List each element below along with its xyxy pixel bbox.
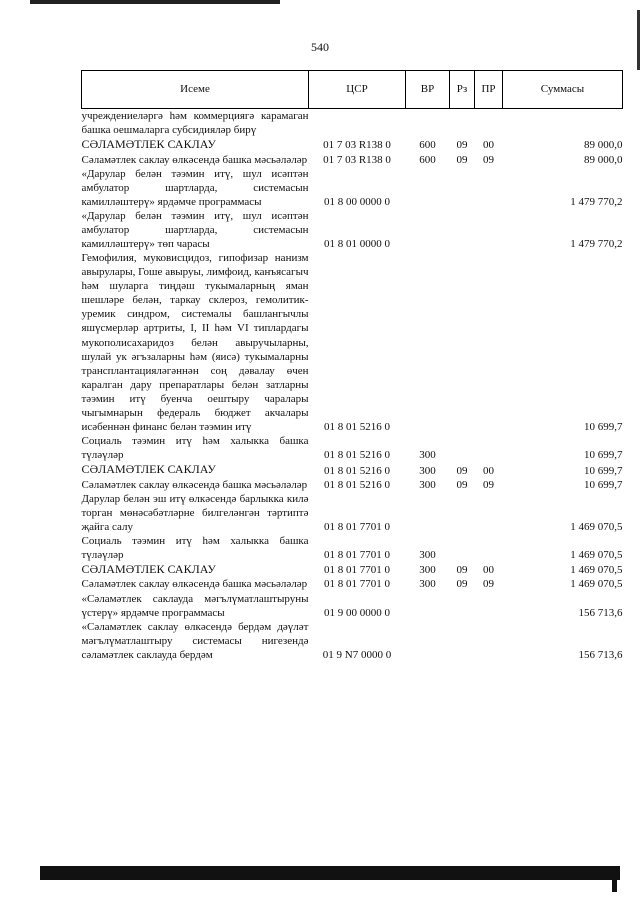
cell-pr [475, 534, 503, 562]
table-row [82, 577, 623, 591]
cell-sum: 1 469 070,5 [570, 564, 623, 577]
table-row [82, 492, 623, 534]
cell-csr: 01 8 01 5216 0 [324, 449, 390, 462]
cell-name: Социаль тәэмин итү һәм халыкка башка түләүләр [81, 435, 309, 462]
budget-table [81, 70, 623, 662]
page-number: 540 [311, 40, 329, 54]
table-row [82, 462, 623, 477]
cell-csr: 01 8 01 5216 0 [324, 478, 390, 491]
cell-vr [406, 251, 450, 434]
cell-sum: 89 000,0 [584, 139, 623, 152]
cell-pr [475, 209, 503, 251]
cell-vr [406, 492, 450, 534]
cell-pr [475, 492, 503, 534]
cell-rz [450, 109, 475, 138]
cell-rz: 09 [456, 564, 468, 577]
cell-rz [450, 209, 475, 251]
cell-sum: 1 479 770,2 [570, 195, 623, 208]
header-csr: ЦСР [309, 71, 406, 109]
table-row [82, 534, 623, 562]
cell-sum: 1 479 770,2 [570, 237, 623, 250]
cell-pr: 09 [483, 578, 494, 591]
table-row [82, 592, 623, 620]
cell-name: Дарулар белән эш итү өлкәсендә барлыкка килә торган мөнәсәбәтләрне билгеләнгән тәртиптә җайга салу [81, 492, 309, 533]
cell-sum: 89 000,0 [584, 153, 623, 166]
cell-rz [450, 167, 475, 209]
cell-csr [309, 109, 406, 138]
cell-pr [475, 167, 503, 209]
cell-csr: 01 9 00 0000 0 [324, 606, 390, 619]
cell-csr: 01 8 01 5216 0 [324, 464, 390, 477]
table-header-row [82, 71, 623, 109]
cell-rz [450, 492, 475, 534]
cell-vr: 300 [419, 464, 436, 477]
scan-edge-top [30, 0, 280, 4]
table-row [82, 153, 623, 167]
cell-rz: 09 [456, 139, 468, 152]
cell-name: «Сәламәтлек саклауда мәгълүматлаштыруны үстерү» ярдәмче программасы [81, 592, 309, 619]
table-row [82, 137, 623, 152]
cell-vr [406, 209, 450, 251]
cell-name: Сәламәтлек саклау өлкәсендә башка мәсьәләләр [81, 153, 308, 166]
cell-rz [450, 592, 475, 620]
header-pr: ПР [475, 71, 503, 109]
cell-name: Гемофилия, муковисцидоз, гипофизар нанизм авырулары, Гоше авыруы, лимфоид, канъясагыч һәм шуларга тиңдәш тукымаларның яман шешләре белән, таркау склероз, гемолитик-уремик синдром, системалы башлангычлы яшүсмерләр артриты, I, II һәм VI типлардагы мукополисахаридоз белән авыручыларны, шулай ук әгъзаларны һәм (яисә) тукымаларны трансплантацияләгәннән соң дәвалау өчен каралган дару препаратлары белән затларны тәэмин итү буенча оештыру чаралары чыгымнарын федераль бюджет акчалары исәбеннән финанс белән тәэмин итү [81, 252, 309, 433]
cell-vr: 300 [419, 449, 436, 462]
cell-csr: 01 7 03 R138 0 [323, 139, 391, 152]
cell-rz [450, 534, 475, 562]
cell-vr: 600 [419, 153, 436, 166]
cell-rz: 09 [456, 578, 468, 591]
cell-sum: 1 469 070,5 [570, 520, 623, 533]
table-row [82, 209, 623, 251]
cell-pr [475, 592, 503, 620]
cell-sum: 1 469 070,5 [570, 578, 623, 591]
cell-pr: 00 [483, 564, 494, 577]
cell-csr: 01 8 01 7701 0 [324, 520, 390, 533]
cell-vr: 300 [419, 478, 436, 491]
cell-pr: 09 [483, 478, 494, 491]
scan-edge-bottom-right [612, 868, 617, 892]
cell-name: СӘЛАМӘТЛЕК САКЛАУ [81, 462, 216, 477]
cell-csr: 01 8 01 7701 0 [324, 564, 390, 577]
cell-pr [475, 109, 503, 138]
header-name: Исеме [82, 71, 309, 109]
table-row [82, 167, 623, 209]
cell-name: СӘЛАМӘТЛЕК САКЛАУ [81, 137, 216, 152]
cell-name: СӘЛАМӘТЛЕК САКЛАУ [81, 562, 216, 577]
cell-csr: 01 8 01 0000 0 [324, 237, 390, 250]
cell-pr [475, 620, 503, 662]
cell-pr: 00 [483, 139, 494, 152]
cell-vr [406, 620, 450, 662]
scan-edge-bottom [40, 866, 620, 880]
cell-sum: 156 713,6 [578, 606, 623, 619]
cell-name: «Дарулар белән тәэмин итү, шул исәптән амбулатор шартларда, системасын камилләштерү» ярдәмче программасы [81, 167, 309, 208]
cell-name: учреждениеләргә һәм коммерциягә карамаган башка оешмаларга субсидияләр бирү [81, 110, 309, 137]
cell-sum: 156 713,6 [578, 648, 623, 661]
cell-csr: 01 7 03 R138 0 [323, 153, 391, 166]
cell-name: Социаль тәэмин итү һәм халыкка башка түләүләр [81, 534, 309, 561]
cell-sum: 10 699,7 [584, 464, 623, 477]
cell-name: Сәламәтлек саклау өлкәсендә башка мәсьәләләр [81, 478, 308, 491]
cell-sum: 10 699,7 [584, 449, 623, 462]
table-row [82, 478, 623, 492]
cell-vr [406, 592, 450, 620]
table-body [82, 109, 623, 662]
header-rz: Рз [450, 71, 475, 109]
cell-rz: 09 [456, 153, 468, 166]
table-row [82, 620, 623, 662]
cell-vr: 300 [419, 578, 436, 591]
cell-rz [450, 620, 475, 662]
cell-sum: 1 469 070,5 [570, 548, 623, 561]
table-row [82, 109, 623, 138]
cell-rz [450, 251, 475, 434]
cell-csr: 01 8 01 5216 0 [324, 421, 390, 433]
cell-rz: 09 [456, 464, 468, 477]
cell-name: «Дарулар белән тәэмин итү, шул исәптән амбулатор шартларда, системасын камилләштерү» төп чарасы [81, 209, 309, 250]
table-row [82, 562, 623, 577]
cell-vr: 600 [419, 139, 436, 152]
cell-vr: 300 [419, 548, 436, 561]
cell-vr [406, 167, 450, 209]
cell-csr: 01 8 01 7701 0 [324, 578, 390, 591]
header-vr: ВР [406, 71, 450, 109]
cell-name: «Сәламәтлек саклау өлкәсендә бердәм дәүләт мәгълүматлаштыру системасы нигезендә сәламәтлек саклауда бердәм [81, 620, 309, 661]
cell-sum: 10 699,7 [584, 478, 623, 491]
cell-pr [475, 434, 503, 462]
cell-sum [503, 109, 623, 138]
cell-pr: 00 [483, 464, 494, 477]
cell-name: Сәламәтлек саклау өлкәсендә башка мәсьәләләр [81, 578, 308, 591]
cell-rz: 09 [456, 478, 468, 491]
table-row [82, 251, 623, 434]
cell-csr: 01 9 N7 0000 0 [322, 648, 392, 661]
cell-pr: 09 [483, 153, 494, 166]
header-sum: Суммасы [503, 71, 623, 109]
cell-vr [406, 109, 450, 138]
cell-csr: 01 8 01 7701 0 [324, 548, 390, 561]
cell-rz [450, 434, 475, 462]
cell-pr [475, 251, 503, 434]
cell-vr: 300 [419, 564, 436, 577]
cell-csr: 01 8 00 0000 0 [324, 195, 390, 208]
cell-sum: 10 699,7 [584, 421, 623, 433]
table-row [82, 434, 623, 462]
